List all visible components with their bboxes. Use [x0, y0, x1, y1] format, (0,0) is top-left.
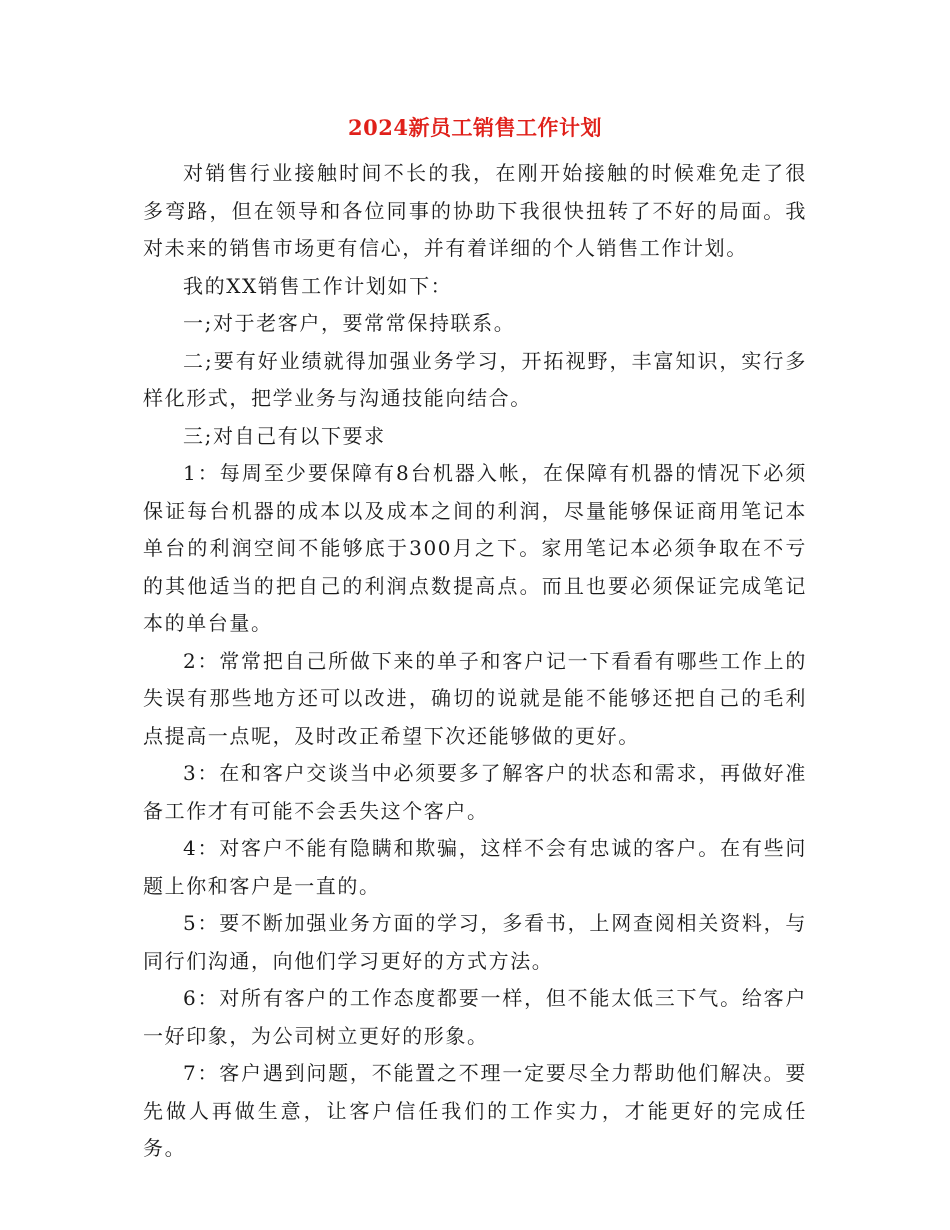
- requirement-2: 2：常常把自己所做下来的单子和客户记一下看看有哪些工作上的失误有那些地方还可以改进，确切的说就是能不能够还把自己的毛利点提高一点呢，及时改正希望下次还能够做的更好。: [143, 648, 807, 748]
- requirement-3: 3：在和客户交谈当中必须要多了解客户的状态和需求，再做好准备工作才有可能不会丢失这个客户。: [143, 761, 807, 823]
- document-page: [143, 108, 807, 1168]
- plan-item-3: 三;对自己有以下要求: [183, 423, 386, 448]
- plan-heading: 我的XX销售工作计划如下：: [183, 273, 453, 298]
- requirement-4: 4：对客户不能有隐瞒和欺骗，这样不会有忠诚的客户。在有些问题上你和客户是一直的。: [143, 836, 807, 898]
- requirement-5: 5：要不断加强业务方面的学习，多看书，上网查阅相关资料，与同行们沟通，向他们学习更好的方式方法。: [143, 911, 807, 973]
- document-title: 2024新员工销售工作计划: [348, 115, 602, 140]
- requirement-6: 6：对所有客户的工作态度都要一样，但不能太低三下气。给客户一好印象，为公司树立更好的形象。: [143, 986, 807, 1048]
- intro-paragraph: 对销售行业接触时间不长的我，在刚开始接触的时候难免走了很多弯路，但在领导和各位同事的协助下我很快扭转了不好的局面。我对未来的销售市场更有信心，并有着详细的个人销售工作计划。: [143, 161, 807, 260]
- requirement-1: 1：每周至少要保障有8台机器入帐，在保障有机器的情况下必须保证每台机器的成本以及成本之间的利润，尽量能够保证商用笔记本单台的利润空间不能够底于300月之下。家用笔记本必须争取在不亏的其他适当的把自己的利润点数提高点。而且也要必须保证完成笔记本的单台量。: [143, 461, 807, 635]
- plan-item-2: 二;要有好业绩就得加强业务学习，开拓视野，丰富知识，实行多样化形式，把学业务与沟通技能向结合。: [143, 348, 807, 410]
- plan-item-1: 一;对于老客户，要常常保持联系。: [183, 311, 516, 335]
- requirement-7: 7：客户遇到问题，不能置之不理一定要尽全力帮助他们解决。要先做人再做生意，让客户信任我们的工作实力，才能更好的完成任务。: [143, 1061, 807, 1160]
